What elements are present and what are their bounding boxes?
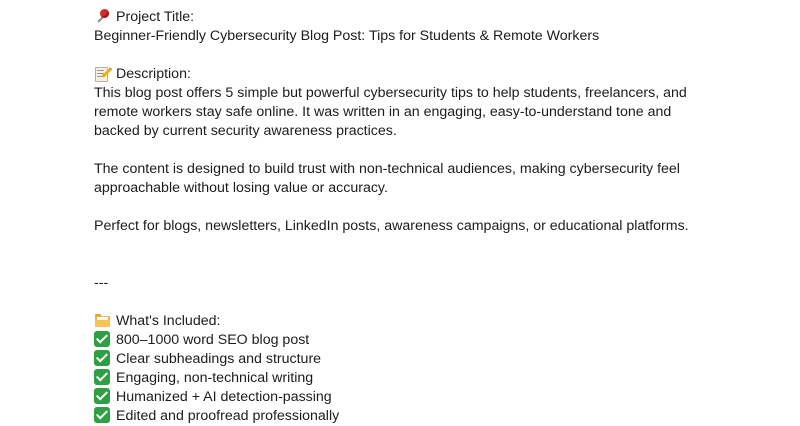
description-line: This blog post offers 5 simple but powerful cybersecurity tips to help students, freelancers, and xyxy=(94,85,687,101)
project-title-heading: Project Title: xyxy=(116,9,195,25)
section-separator: --- xyxy=(94,275,109,291)
included-item xyxy=(94,350,754,369)
description-line: remote workers stay safe online. It was written in an engaging, easy-to-understand tone and xyxy=(94,104,672,120)
description-line: The content is designed to build trust with non-technical audiences, making cybersecurity feel xyxy=(94,161,680,177)
included-item xyxy=(94,369,754,388)
included-heading-line xyxy=(94,312,754,331)
check-mark-icon xyxy=(94,369,110,385)
description-heading-line xyxy=(94,65,754,84)
included-item-label: Edited and proofread professionally xyxy=(116,408,340,424)
check-mark-icon xyxy=(94,388,110,404)
check-mark-icon xyxy=(94,407,110,423)
project-title-heading-line xyxy=(94,8,754,27)
memo-icon xyxy=(94,65,110,81)
included-item xyxy=(94,388,754,407)
description-heading: Description: xyxy=(116,66,191,82)
check-mark-icon xyxy=(94,331,110,347)
description-line: backed by current security awareness practices. xyxy=(94,123,397,139)
check-mark-icon xyxy=(94,350,110,366)
usage-line: Perfect for blogs, newsletters, LinkedIn posts, awareness campaigns, or educational platforms. xyxy=(94,218,689,234)
description-line: approachable without losing value or accuracy. xyxy=(94,180,388,196)
included-item-label: Clear subheadings and structure xyxy=(116,351,322,367)
included-item-label: 800–1000 word SEO blog post xyxy=(116,332,310,348)
included-heading: What's Included: xyxy=(116,313,221,329)
included-item-label: Humanized + AI detection-passing xyxy=(116,389,332,405)
open-folder-icon xyxy=(94,312,110,328)
included-item-label: Engaging, non-technical writing xyxy=(116,370,314,386)
included-item xyxy=(94,407,754,426)
included-item xyxy=(94,331,754,350)
pushpin-icon xyxy=(94,8,110,24)
document-body xyxy=(94,8,754,426)
project-title: Beginner-Friendly Cybersecurity Blog Post: Tips for Students & Remote Workers xyxy=(94,28,600,44)
